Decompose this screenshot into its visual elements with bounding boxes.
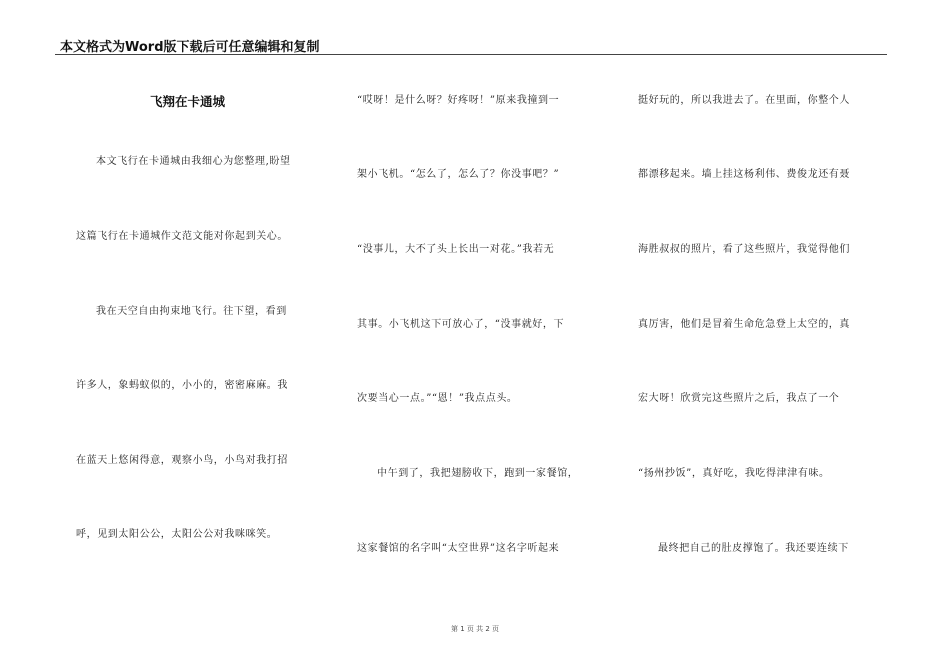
paragraph-line: 其事。小飞机这下可放心了，“没事就好，下 xyxy=(357,319,565,330)
paragraph-line: 在蓝天上悠闲得意，观察小鸟，小鸟对我打招 xyxy=(76,455,288,466)
paragraph-line: “哎呀！是什么呀？好疼呀！”原来我撞到一 xyxy=(357,95,560,106)
paragraph-line: 架小飞机。“怎么了，怎么了？你没事吧？” xyxy=(357,169,560,180)
paragraph-line: “没事儿，大不了头上长出一对花。”我若无 xyxy=(357,244,555,255)
paragraph-line: 宏大呀！欣赏完这些照片之后，我点了一个 xyxy=(638,393,840,404)
paragraph-line: 最终把自己的肚皮撑饱了。我还要连续下 xyxy=(658,543,849,554)
paragraph-line: 本文飞行在卡通城由我细心为您整理,盼望 xyxy=(96,156,291,167)
paragraph-line: 呼，见到太阳公公，太阳公公对我咪咪笑。 xyxy=(76,529,278,540)
text-column-2 xyxy=(357,0,607,672)
paragraph-line: 海胜叔叔的照片，看了这些照片，我觉得他们 xyxy=(638,244,850,255)
paragraph-line: “扬州抄饭”，真好吃，我吃得津津有味。 xyxy=(638,468,830,479)
paragraph-line: 我在天空自由拘束地飞行。往下望，看到 xyxy=(96,306,287,317)
paragraph-line: 都漂移起来。墙上挂这杨利伟、费俊龙还有聂 xyxy=(638,169,850,180)
page-number: 第 1 页 共 2 页 xyxy=(450,625,500,633)
paragraph-line: 许多人，象蚂蚁似的，小小的，密密麻麻。我 xyxy=(76,380,288,391)
paragraph-line: 次要当心一点。”“恩！”我点点头。 xyxy=(357,393,518,404)
document-title: 飞翔在卡通城 xyxy=(150,94,226,109)
document-banner: 本文格式为Word版下载后可任意编辑和复制 xyxy=(60,40,320,55)
text-column-1 xyxy=(76,0,326,672)
paragraph-line: 挺好玩的，所以我进去了。在里面，你整个人 xyxy=(638,95,850,106)
paragraph-line: 这家餐馆的名字叫“太空世界”这名字听起来 xyxy=(357,543,560,554)
text-column-3 xyxy=(638,0,888,672)
paragraph-line: 这篇飞行在卡通城作文范文能对你起到关心。 xyxy=(76,231,288,242)
paragraph-line: 真厉害，他们是冒着生命危急登上太空的，真 xyxy=(638,319,850,330)
paragraph-line: 中午到了，我把翅膀收下，跑到一家餐馆， xyxy=(377,468,579,479)
